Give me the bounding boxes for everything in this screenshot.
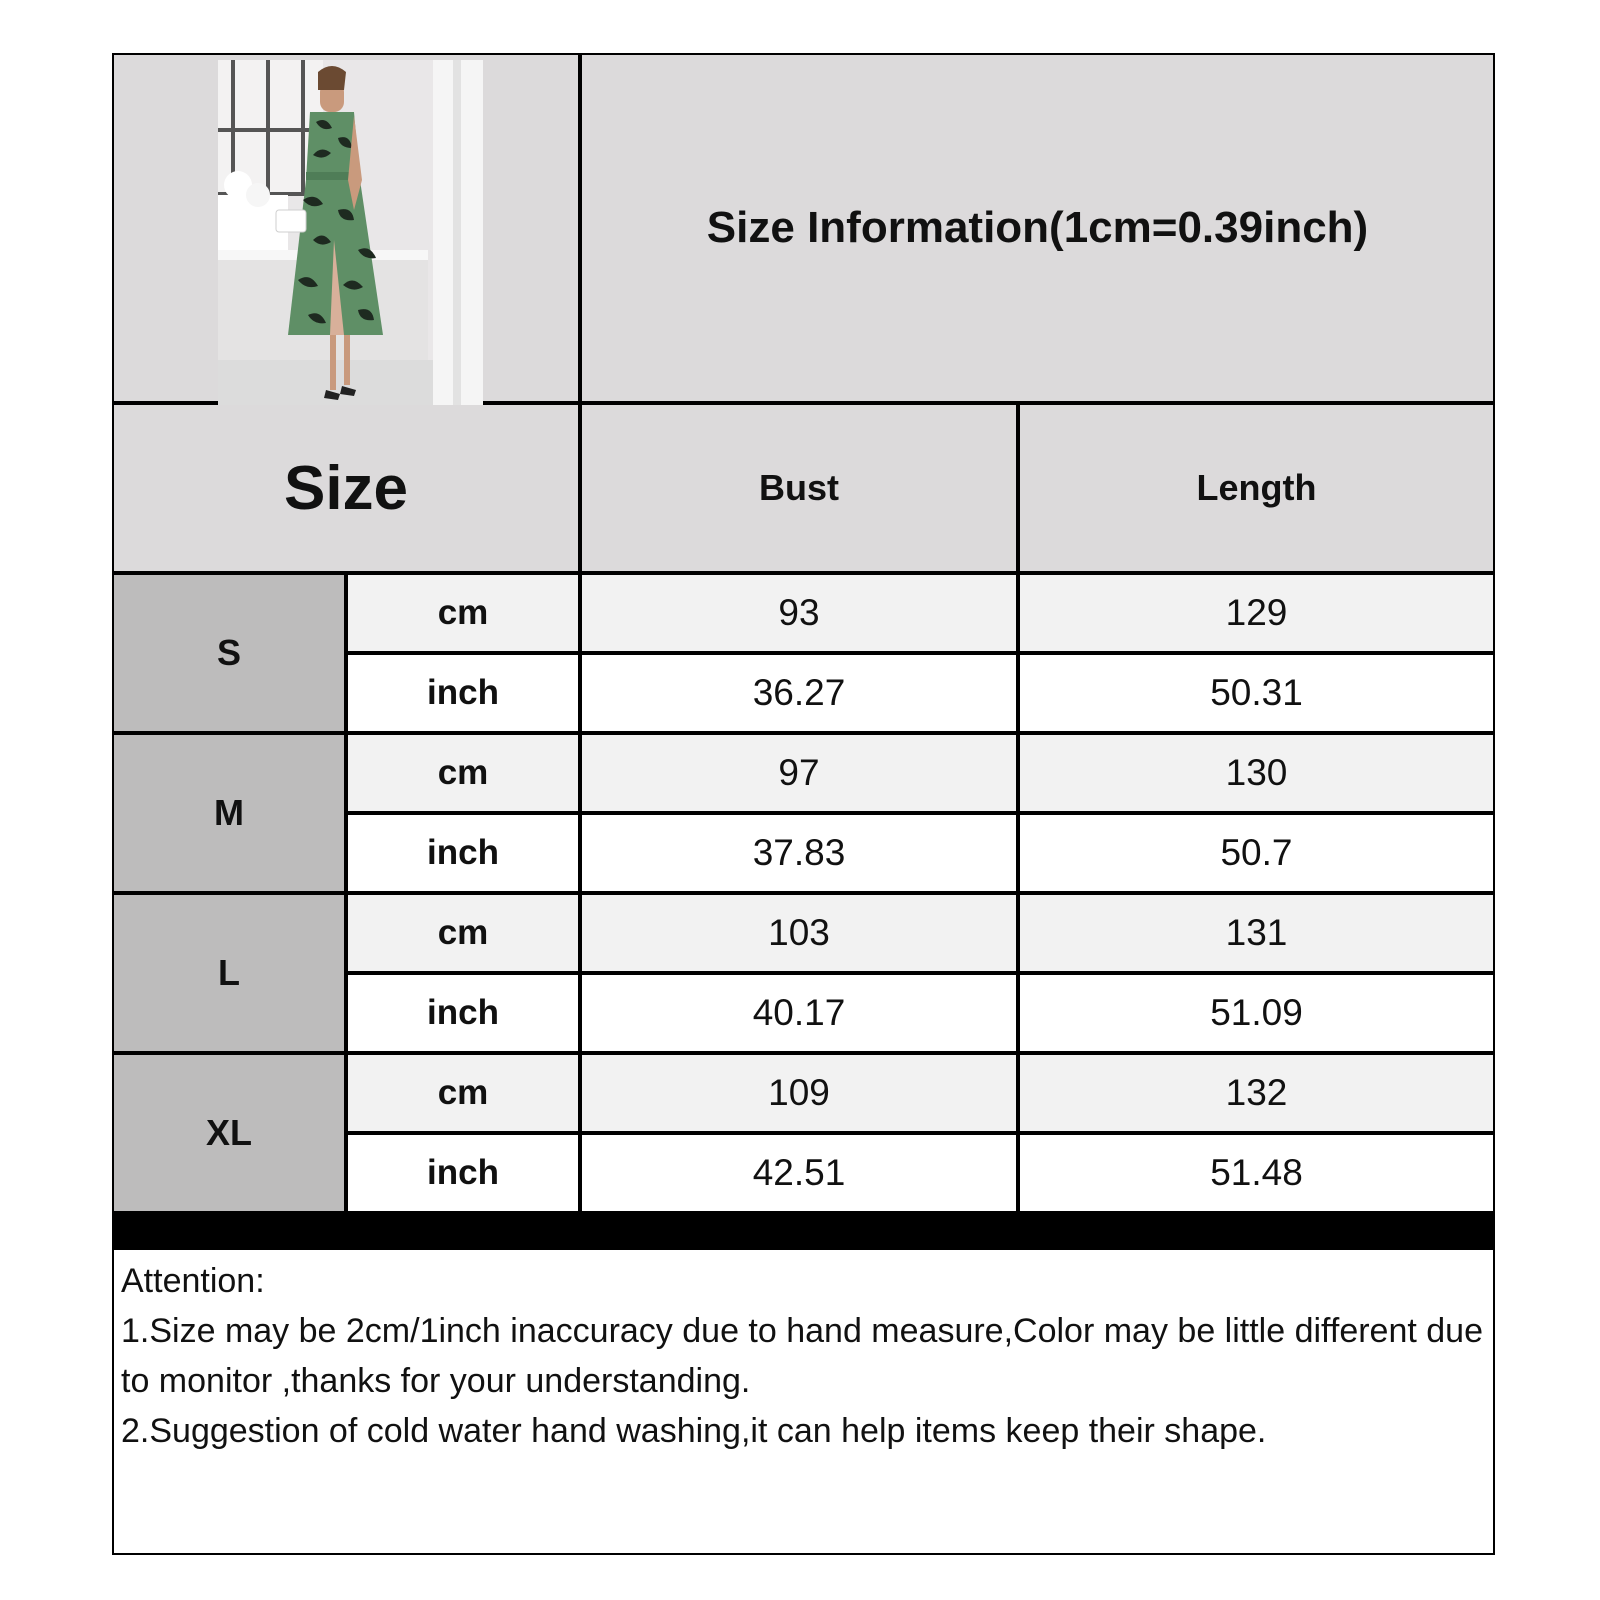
bust-value: 97 bbox=[778, 752, 820, 793]
length-value: 51.48 bbox=[1210, 1152, 1303, 1193]
size-label: M bbox=[214, 792, 244, 833]
unit-cell bbox=[348, 575, 578, 651]
length-cell bbox=[1020, 735, 1493, 811]
bust-cell bbox=[582, 735, 1016, 811]
unit-label: inch bbox=[427, 673, 499, 712]
unit-cell bbox=[348, 1055, 578, 1131]
bust-value: 103 bbox=[768, 912, 830, 953]
length-value: 129 bbox=[1225, 592, 1288, 633]
bust-cell bbox=[582, 895, 1016, 971]
title-cell bbox=[582, 55, 1493, 401]
size-label: L bbox=[218, 952, 240, 993]
length-cell bbox=[1020, 975, 1493, 1051]
bust-header-cell bbox=[582, 405, 1016, 571]
unit-label: inch bbox=[427, 1153, 499, 1192]
product-photo-cell bbox=[114, 55, 578, 401]
unit-label: inch bbox=[427, 993, 499, 1032]
attention-heading: Attention: bbox=[121, 1262, 265, 1300]
length-value: 130 bbox=[1225, 752, 1288, 793]
bust-value: 36.27 bbox=[752, 672, 846, 713]
bust-header: Bust bbox=[759, 467, 839, 508]
length-value: 132 bbox=[1225, 1072, 1288, 1113]
bust-value: 93 bbox=[778, 592, 820, 633]
size-header-cell bbox=[114, 405, 578, 571]
unit-label: cm bbox=[437, 1073, 489, 1112]
unit-label: cm bbox=[437, 593, 489, 632]
bust-cell bbox=[582, 1055, 1016, 1131]
bust-value: 109 bbox=[768, 1072, 830, 1113]
product-photo bbox=[218, 60, 483, 405]
size-label: S bbox=[216, 632, 241, 673]
size-label-cell bbox=[114, 735, 344, 891]
bust-value: 40.17 bbox=[752, 992, 846, 1033]
length-cell bbox=[1020, 1135, 1493, 1211]
attention-line-1: 1.Size may be 2cm/1inch inaccuracy due to hand measure,Color may be little different due to monitor ,thanks for your understanding. bbox=[121, 1312, 1483, 1400]
length-cell bbox=[1020, 575, 1493, 651]
length-cell bbox=[1020, 895, 1493, 971]
length-cell bbox=[1020, 815, 1493, 891]
bust-cell bbox=[582, 815, 1016, 891]
unit-label: cm bbox=[437, 913, 489, 952]
unit-cell bbox=[348, 655, 578, 731]
length-header: Length bbox=[1196, 467, 1317, 508]
unit-cell bbox=[348, 895, 578, 971]
attention-line-2: 2.Suggestion of cold water hand washing,it can help items keep their shape. bbox=[121, 1412, 1267, 1450]
unit-cell bbox=[348, 975, 578, 1051]
size-label-cell bbox=[114, 895, 344, 1051]
length-value: 50.31 bbox=[1210, 672, 1303, 713]
length-value: 50.7 bbox=[1220, 832, 1293, 873]
bust-cell bbox=[582, 975, 1016, 1051]
length-cell bbox=[1020, 1055, 1493, 1131]
bust-cell bbox=[582, 655, 1016, 731]
unit-cell bbox=[348, 735, 578, 811]
length-header-cell bbox=[1020, 405, 1493, 571]
size-label-cell bbox=[114, 575, 344, 731]
unit-label: inch bbox=[427, 833, 499, 872]
bust-value: 37.83 bbox=[752, 832, 846, 873]
size-label: XL bbox=[205, 1112, 252, 1153]
size-label-cell bbox=[114, 1055, 344, 1211]
size-header: Size bbox=[283, 453, 409, 523]
size-chart bbox=[112, 53, 1495, 1555]
bust-cell bbox=[582, 1135, 1016, 1211]
unit-cell bbox=[348, 815, 578, 891]
unit-label: cm bbox=[437, 753, 489, 792]
page-title: Size Information(1cm=0.39inch) bbox=[706, 203, 1369, 252]
bust-cell bbox=[582, 575, 1016, 651]
attention-note bbox=[114, 1250, 1493, 1553]
length-value: 51.09 bbox=[1210, 992, 1303, 1033]
length-value: 131 bbox=[1225, 912, 1288, 953]
unit-cell bbox=[348, 1135, 578, 1211]
length-cell bbox=[1020, 655, 1493, 731]
bust-value: 42.51 bbox=[752, 1152, 846, 1193]
